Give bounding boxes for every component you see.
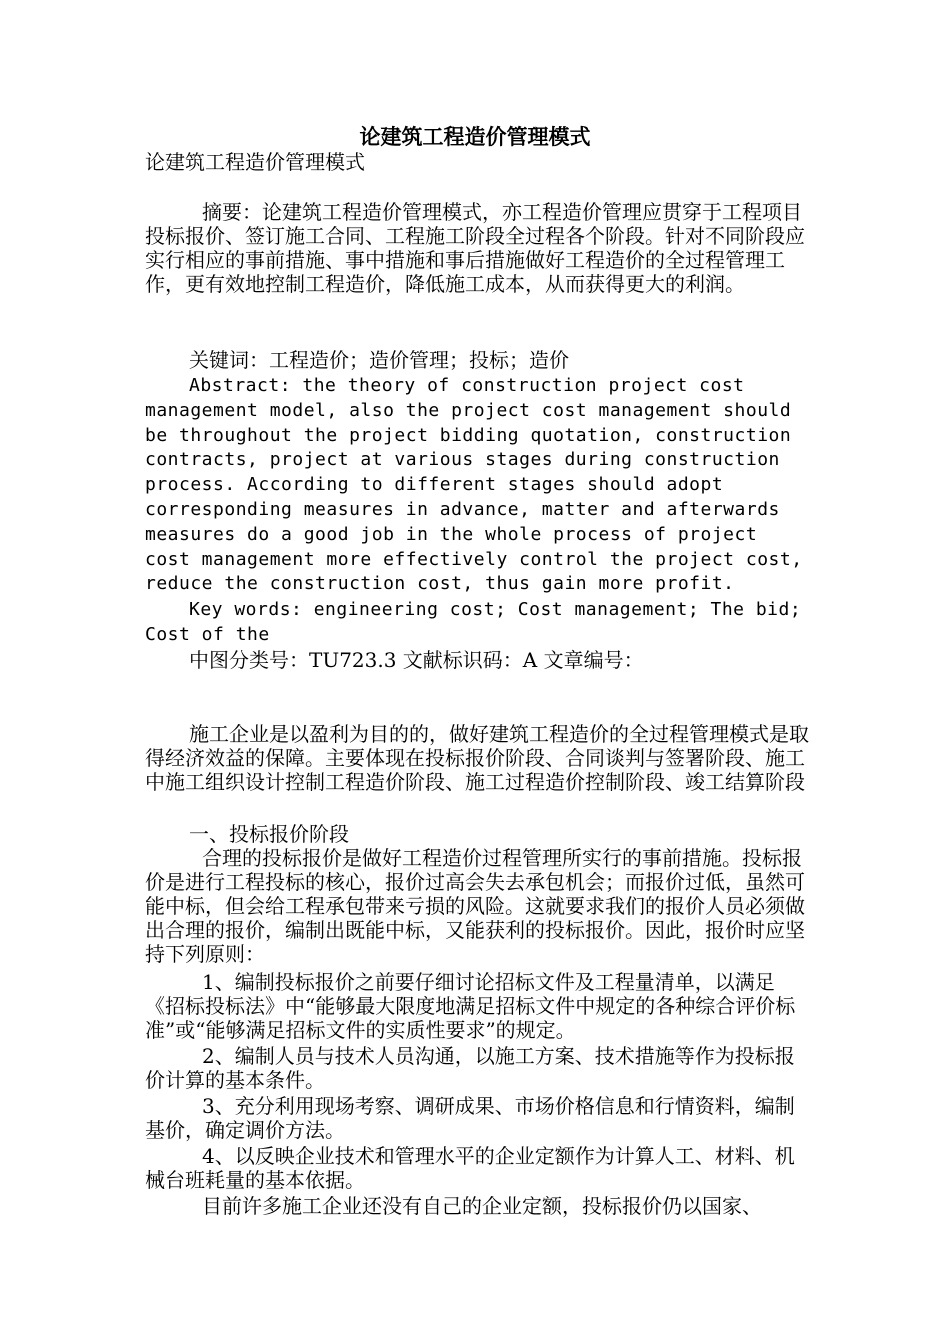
document-title: 论建筑工程造价管理模式 [359,124,591,149]
keywords-chinese: 关键词：工程造价；造价管理；投标；造价 [189,348,569,372]
document-subtitle: 论建筑工程造价管理模式 [145,150,365,174]
keywords-english: Key words: engineering cost; Cost management; The bid; Cost of the [145,599,802,645]
abstract-chinese: 摘要：论建筑工程造价管理模式，亦工程造价管理应贯穿于工程项目投标报价、签订施工合同、工程施工阶段全过程各个阶段。针对不同阶段应实行相应的事前措施、事中措施和事后措施做好工程造价的全过程管理工作，更有效地控制工程造价，降低施工成本，从而获得更大的利润。 [145,200,805,296]
paragraph-continuation: 目前许多施工企业还没有自己的企业定额，投标报价仍以国家、 [202,1194,762,1218]
section-paragraph: 合理的投标报价是做好工程造价过程管理所实行的事前措施。投标报价是进行工程投标的核心，报价过高会失去承包机会；而报价过低，虽然可能中标，但会给工程承包带来亏损的风险。这就要求我们的报价人员必须做出合理的报价，编制出既能中标，又能获利的投标报价。因此，报价时应坚持下列原则： [145,846,805,966]
principle-item-3: 3、充分利用现场考察、调研成果、市场价格信息和行情资料，编制基价，确定调价方法。 [145,1094,795,1142]
section-heading: 一、投标报价阶段 [189,822,349,846]
principle-item-1: 1、编制投标报价之前要仔细讨论招标文件及工程量清单，以满足《招标投标法》中“能够最大限度地满足招标文件中规定的各种综合评价标准”或“能够满足招标文件的实质性要求”的规定。 [145,970,796,1042]
principle-item-4: 4、以反映企业技术和管理水平的企业定额作为计算人工、材料、机械台班耗量的基本依据。 [145,1144,795,1192]
abstract-english: Abstract: the theory of construction project cost management model, also the project cost management should be throughout the project bidding quotation, construction contracts, project at various stages during construction process. According to different stages should adopt corresponding measures in advance, matter and afterwards measures do a good job in the whole process of project cost management more effectively control the project cost, reduce the construction cost, thus gain more profit. [145,375,803,595]
intro-paragraph: 施工企业是以盈利为目的的，做好建筑工程造价的全过程管理模式是取得经济效益的保障。主要体现在投标报价阶段、合同谈判与签署阶段、施工中施工组织设计控制工程造价阶段、施工过程造价控制阶段、竣工结算阶段 [145,722,809,794]
classification-line: 中图分类号：TU723.3 文献标识码：A 文章编号： [189,648,644,672]
principle-item-2: 2、编制人员与技术人员沟通，以施工方案、技术措施等作为投标报价计算的基本条件。 [145,1044,795,1092]
